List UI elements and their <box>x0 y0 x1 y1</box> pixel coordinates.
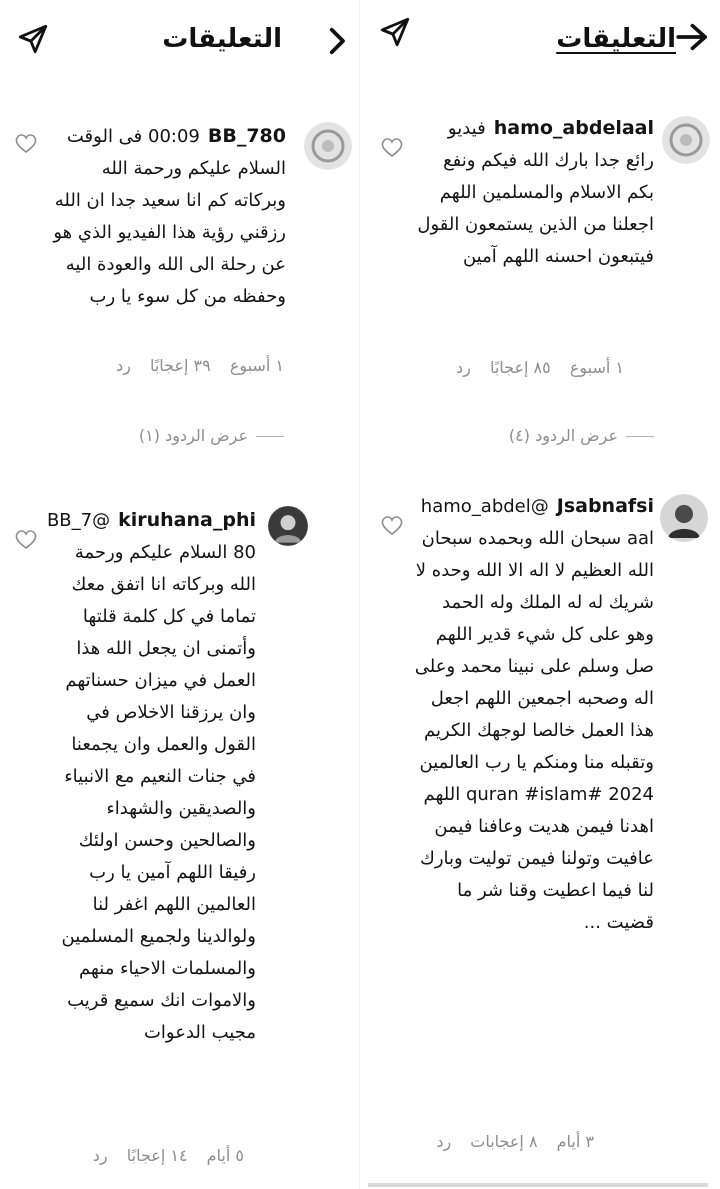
comment-username[interactable]: kiruhana_phi <box>118 509 256 531</box>
arrow-back-icon[interactable] <box>674 22 708 52</box>
comment-username[interactable]: BB_780 <box>207 125 286 147</box>
horizontal-scrollbar[interactable] <box>368 1183 708 1187</box>
left-header-bar <box>0 0 360 80</box>
paper-plane-icon[interactable] <box>378 14 412 50</box>
comment-text: @hamo_abdelaal سبحان الله وبحمده سبحان الله العظيم لا اله الا الله وحده لا شريك له له الملك وله الحمد وهو على كل شيء قدير اللهم صل وسلم على نبينا محمد وعلى اله وصحبه اجمعين اللهم اجعل هذا العمل خالصا لوجهك الكريم وتقبله منا ومنكم يا رب العالمين 2024 #quran #islam اللهم اهدنا فيمن هديت وعافنا فيمن عافيت وتولنا فيمن توليت وبارك لنا فيما اعطيت وقنا شر ما قضيت ... <box>414 496 654 933</box>
heart-icon[interactable] <box>14 132 38 154</box>
reply-button[interactable]: رد <box>436 1132 452 1151</box>
reply-button[interactable]: رد <box>92 1146 108 1165</box>
heart-icon[interactable] <box>380 136 404 158</box>
comment-time: ١ أسبوع <box>229 356 284 375</box>
comment-username[interactable]: hamo_abdelaal <box>493 117 654 139</box>
comment-item <box>0 120 360 450</box>
avatar[interactable] <box>304 122 352 170</box>
comments-title: التعليقات <box>556 24 676 54</box>
comment-body <box>414 112 654 273</box>
view-replies-label: عرض الردود (١) <box>138 426 248 445</box>
divider-line <box>626 436 654 437</box>
comment-likes[interactable]: ٨٥ إعجابًا <box>489 358 551 377</box>
comment-text: @BB_780 السلام عليكم ورحمة الله وبركاته انا اتفق معك تماما في كل كلمة قلتها وأتمنى ان يجعل الله هذا العمل في ميزان حسناتهم وان يرزقنا الاخلاص في القول والعمل وان يجمعنا في جنات النعيم مع الانبياء والصديقين والشهداء والصالحين وحسن اولئك رفيقا اللهم آمين يا رب العالمين اللهم اغفر لنا ولوالدينا ولجميع المسلمين والمسلمات الاحياء منهم والاموات انك سميع قريب مجيب الدعوات <box>46 510 256 1043</box>
comment-text: فيديو رائع جدا بارك الله فيكم ونفع بكم الاسلام والمسلمين اللهم اجعلنا من الذين يستمعون القول فيتبعون احسنه اللهم آمين <box>417 118 654 267</box>
comment-meta <box>102 356 284 375</box>
right-comments-panel <box>360 0 720 1189</box>
comment-meta <box>422 1132 594 1151</box>
divider-line <box>256 436 284 437</box>
comment-time: ٥ أيام <box>206 1146 244 1165</box>
comment-meta <box>442 358 624 377</box>
avatar[interactable] <box>660 494 708 542</box>
reply-button[interactable]: رد <box>455 358 471 377</box>
comment-meta <box>79 1146 244 1165</box>
comment-text: 00:09 فى الوقت السلام عليكم ورحمة الله وبركاته كم انا سعيد جدا ان الله رزقني رؤية هذا الفيديو الذي هو عن رحلة الى الله والعودة اليه وحفظه من كل سوء يا رب <box>53 126 286 307</box>
comment-body <box>414 490 654 939</box>
avatar[interactable] <box>268 506 308 546</box>
comment-item <box>0 500 360 1180</box>
comment-time: ١ أسبوع <box>569 358 624 377</box>
reply-button[interactable]: رد <box>115 356 131 375</box>
avatar[interactable] <box>662 116 710 164</box>
comments-title: التعليقات <box>162 24 282 54</box>
comment-time: ٣ أيام <box>556 1132 594 1151</box>
comment-item <box>360 490 720 1170</box>
comment-item <box>360 110 720 455</box>
paper-plane-icon[interactable] <box>16 22 50 56</box>
comment-body <box>46 120 286 313</box>
view-replies-button[interactable] <box>139 426 284 445</box>
comment-username[interactable]: Jsabnafsi <box>556 495 654 517</box>
comment-likes[interactable]: ٣٩ إعجابًا <box>149 356 211 375</box>
heart-icon[interactable] <box>14 528 38 550</box>
comment-likes[interactable]: ١٤ إعجابًا <box>126 1146 188 1165</box>
chevron-back-icon[interactable] <box>326 26 350 56</box>
comment-likes[interactable]: ٨ إعجابات <box>470 1132 538 1151</box>
view-replies-button[interactable] <box>509 426 654 445</box>
comment-body <box>46 504 256 1049</box>
right-header-bar <box>360 0 720 80</box>
heart-icon[interactable] <box>380 514 404 536</box>
view-replies-label: عرض الردود (٤) <box>508 426 618 445</box>
